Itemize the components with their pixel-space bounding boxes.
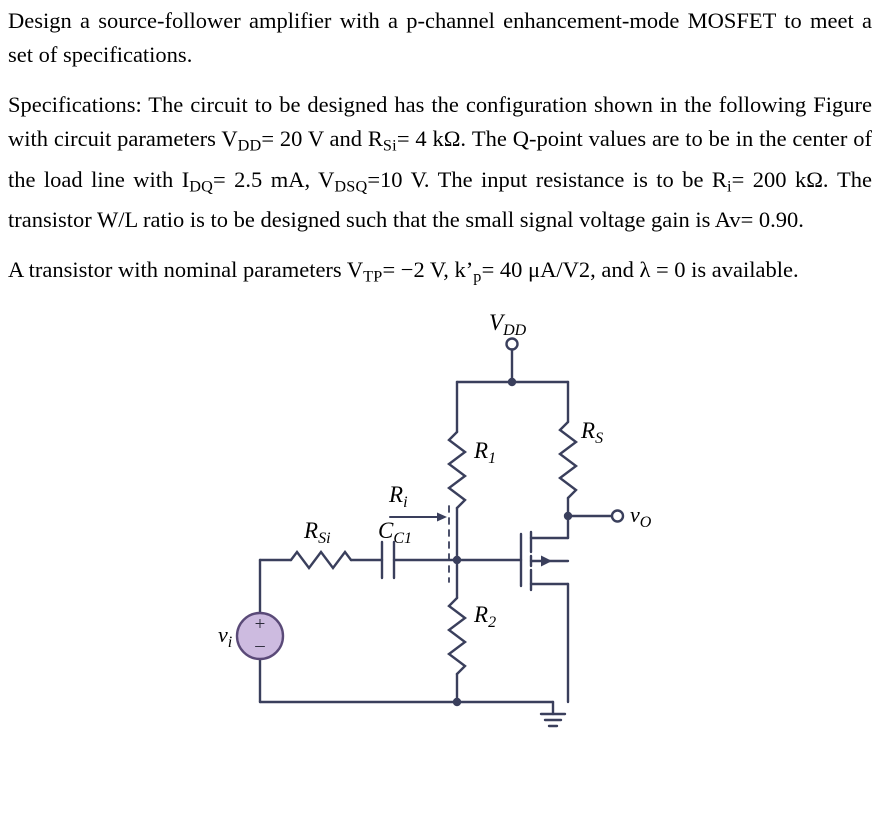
transistor-text-segment-1: A transistor with nominal parameters V [8,257,364,283]
spec-text-segment-6: = 200 kΩ. The transistor W/L ratio is to be designed such that the small signal voltage gain is Av= 0.90. [8,166,872,233]
label-vi: $v_i$ [218,621,233,651]
input-voltage-source [237,613,283,659]
circuit-figure [0,310,882,730]
paragraph-specifications [8,88,872,237]
label-vdd: $V_{DD}$ [489,309,527,339]
resistor-rs-zigzag [560,422,576,498]
circuit-diagram-svg [0,310,882,730]
bottom-rail-junction-dot [453,697,461,705]
paragraph-problem-statement: Design a source-follower amplifier with a p-channel enhancement-mode MOSFET to meet a set of specifications. [8,8,872,67]
transistor-subscript-tp: TP [363,267,383,286]
transistor-subscript-p: p [473,267,482,286]
label-cc1: $C_{C1}$ [378,517,413,547]
label-rsi: $R_{Si}$ [304,517,331,547]
mosfet-body-arrow [541,555,552,566]
spec-subscript-idq: DQ [189,177,214,196]
spec-text-segment-4: = 2.5 mA, V [213,166,335,192]
transistor-text-segment-2: = −2 V, k’ [382,257,474,283]
label-r2: $R_2$ [474,601,497,631]
resistor-rsi-zigzag [291,552,351,568]
spec-subscript-rsi: Si [382,136,397,155]
resistor-r1-zigzag [449,432,465,508]
paragraph-transistor-parameters [8,253,872,294]
label-vo: $v_O$ [630,501,652,531]
transistor-text-segment-3: = 40 μA/V2, and λ = 0 is available. [481,257,799,283]
top-rail-junction-dot [508,377,516,385]
spec-text-segment-2: = 20 V and R [261,126,383,151]
spec-subscript-vdsq: DSQ [334,177,368,196]
spec-subscript-vdd: DD [237,136,262,155]
voltage-source-minus-sign: – [255,634,265,656]
spec-subscript-ri: i [726,177,732,196]
spec-text-segment-3: = 4 kΩ. The Q-point values are to be in the center of the load line with I [8,126,872,192]
label-rs: $R_S$ [581,417,604,447]
label-ri: $R_i$ [389,481,408,511]
label-r1: $R_1$ [474,437,497,467]
ri-arrow-head [437,512,447,521]
output-terminal-node [612,510,623,521]
spec-text-segment-5: =10 V. The input resistance is to be R [367,166,727,192]
spec-text-segment-1: Specifications: The circuit to be designed has the configuration shown in the following Figure with circuit parameters V [8,92,872,151]
voltage-source-plus-sign: + [254,613,266,635]
vdd-terminal-node [507,338,518,349]
resistor-r2-zigzag [449,598,465,674]
